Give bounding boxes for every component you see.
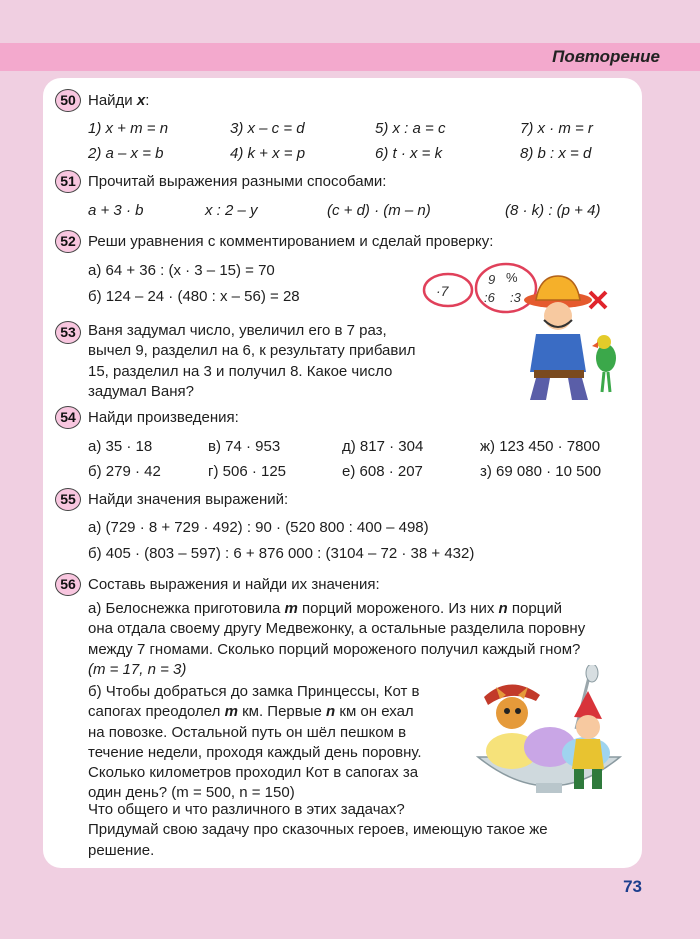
task-50-item: 6) t · x = k: [375, 145, 443, 162]
task-52-equation-a: а) 64 + 36 : (x · 3 – 15) = 70: [88, 262, 275, 279]
text-line: (m = 17, n = 3): [88, 660, 187, 678]
task-number-54: 54: [55, 406, 81, 429]
task-54-item: г) 506 · 125: [208, 463, 287, 480]
task-54-item: ж) 123 450 · 7800: [480, 438, 601, 455]
belt: [534, 370, 584, 378]
task-number-53: 53: [55, 321, 81, 344]
task-51-item: (c + d) · (m – n): [327, 202, 431, 219]
bowl-stand: [536, 783, 562, 793]
text-line: Придумай свою задачу про сказочных героев, имеющую такое же: [88, 821, 548, 839]
task-number-56: 56: [55, 573, 81, 596]
task-50-item: 7) x · m = r: [520, 120, 593, 137]
task-55-expression-b: б) 405 · (803 – 597) : 6 + 876 000 : (3104 – 72 · 38 + 432): [88, 545, 475, 562]
text-line: она отдала своему другу Медвежонку, а остальные разделила поровну: [88, 620, 586, 638]
task-50-item: 3) x – c = d: [230, 120, 305, 137]
page-number: 73: [623, 877, 642, 896]
bubble-label: :6: [484, 290, 495, 305]
text-line: а) Белоснежка приготовила m порций мороженого. Из них n порций: [88, 600, 563, 617]
shirt: [530, 334, 586, 372]
section-title: Повторение: [552, 47, 660, 66]
bubble-label: ·7: [436, 283, 449, 299]
parrot-head: [597, 335, 611, 349]
task-51-item: a + 3 · b: [88, 202, 144, 219]
task-52-title: Реши уравнения с комментированием и сделай проверку:: [88, 233, 494, 250]
task-50-title: Найди x:: [88, 92, 150, 109]
section-header-bar: [0, 43, 700, 71]
task-51-item: (8 · k) : (p + 4): [505, 202, 601, 219]
task-56-closing: [88, 800, 633, 861]
gnome-leg: [592, 769, 602, 789]
text-line: б) Чтобы добраться до замка Принцессы, Кот в: [88, 683, 420, 700]
gnome-head: [576, 715, 600, 739]
gnome-body: [572, 739, 604, 769]
task-56-title: Составь выражения и найди их значения:: [88, 576, 380, 593]
bubble-label: :3: [510, 290, 521, 305]
text-line: 15, разделил на 3 и получил 8. Какое число: [88, 362, 393, 380]
task-54-item: а) 35 · 18: [88, 438, 153, 455]
face: [544, 302, 572, 330]
task-52-equation-b: б) 124 – 24 · (480 : x – 56) = 28: [88, 288, 300, 305]
task-number-55: 55: [55, 488, 81, 511]
cat-head: [496, 697, 528, 729]
puss-gnome-icecream-illustration: [470, 665, 628, 805]
bubble-label: 9: [488, 272, 496, 287]
task-54-item: е) 608 · 207: [342, 463, 423, 480]
bubble-label: %: [506, 270, 518, 285]
task-54-item: д) 817 · 304: [342, 438, 424, 455]
spoon-head: [586, 665, 598, 682]
task-number-52: 52: [55, 230, 81, 253]
text-line: Сколько километров проходил Кот в сапогах за: [88, 764, 419, 782]
task-50-item: 5) x : a = c: [375, 120, 446, 137]
cat-eye: [515, 708, 521, 714]
text-line: один день? (m = 500, n = 150): [88, 784, 295, 802]
text-line: между 7 гномами. Сколько порций мороженого получил каждый гном?: [88, 640, 581, 658]
text-line: течение недели, проходя каждый день поровну.: [88, 743, 422, 761]
task-51-item: x : 2 – y: [205, 202, 258, 219]
text-line: на повозке. Остальной путь он шёл пешком в: [88, 723, 407, 741]
task-55-expression-a: а) (729 · 8 + 729 · 492) : 90 · (520 800 : 400 – 498): [88, 519, 429, 536]
gnome-leg: [574, 769, 584, 789]
text-line: сапогах преодолел m км. Первые n км он ехал: [88, 703, 414, 721]
task-54-item: з) 69 080 · 10 500: [480, 463, 602, 480]
text-line: вычел 9, разделил на 6, к результату прибавил: [88, 342, 416, 360]
task-51-title: Прочитай выражения разными способами:: [88, 173, 387, 190]
text-line: Ваня задумал число, увеличил его в 7 раз,: [88, 322, 387, 339]
task-55-title: Найди значения выражений:: [88, 491, 289, 508]
task-54-title: Найди произведения:: [88, 409, 239, 426]
task-number-50: 50: [55, 89, 81, 112]
task-50-item: 2) a – x = b: [88, 145, 164, 162]
text-line: Что общего и что различного в этих задачах?: [88, 801, 405, 818]
task-50-item: 1) x + m = n: [88, 120, 169, 137]
text-line: задумал Ваня?: [88, 382, 194, 400]
task-54-item: б) 279 · 42: [88, 463, 161, 480]
cat-eye: [504, 708, 510, 714]
task-number-51: 51: [55, 170, 81, 193]
text-line: решение.: [88, 841, 155, 859]
task-53-text: [88, 321, 468, 402]
task-50-item: 4) k + x = p: [230, 145, 306, 162]
task-54-item: в) 74 · 953: [208, 438, 281, 455]
task-56-part-b: [88, 682, 468, 804]
task-50-item: 8) b : x = d: [520, 145, 592, 162]
